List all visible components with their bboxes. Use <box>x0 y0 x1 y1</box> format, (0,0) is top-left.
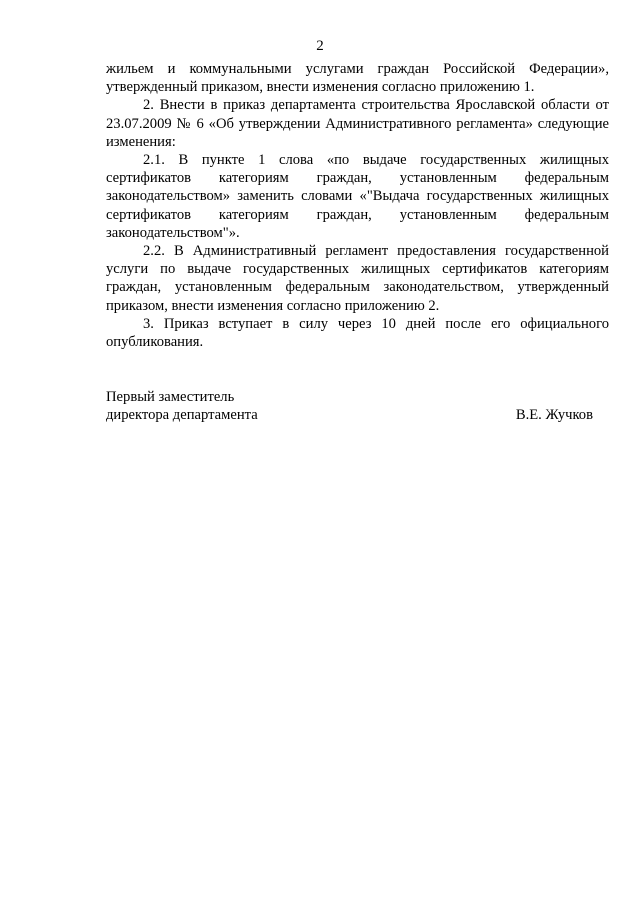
paragraph-item-2: 2. Внести в приказ департамента строительства Ярославской области от 23.07.2009 № 6 «Об утверждении Административного регламента» следующие изменения: <box>106 97 609 150</box>
paragraph-item-2-1: 2.1. В пункте 1 слова «по выдаче государственных жилищных сертификатов категориям граждан, установленным федеральным законодательством» заменить словами «"Выдача государственных жилищных сертификатов категориям граждан, установленным федеральным законодательством"». <box>106 152 609 241</box>
signatory-position-line1: Первый заместитель <box>106 389 235 405</box>
paragraph-item-3: 3. Приказ вступает в силу через 10 дней после его официального опубликования. <box>106 315 609 351</box>
page-number: 2 <box>316 38 324 54</box>
signature-block <box>106 388 609 424</box>
paragraph-item-2-2: 2.2. В Административный регламент предоставления государственной услуги по выдаче государственных жилищных сертификатов категориям граждан, установленным федеральным законодательством, утвержденный приказом, внести изменения согласно приложению 2. <box>106 243 609 314</box>
signatory-position-line2: директора департамента <box>106 407 258 424</box>
signatory-name: В.Е. Жучков <box>515 407 593 424</box>
paragraph-continuation: жильем и коммунальными услугами граждан Российской Федерации», утвержденный приказом, внести изменения согласно приложению 1. <box>106 61 609 96</box>
signature-row <box>106 406 609 424</box>
document-body <box>106 60 609 351</box>
